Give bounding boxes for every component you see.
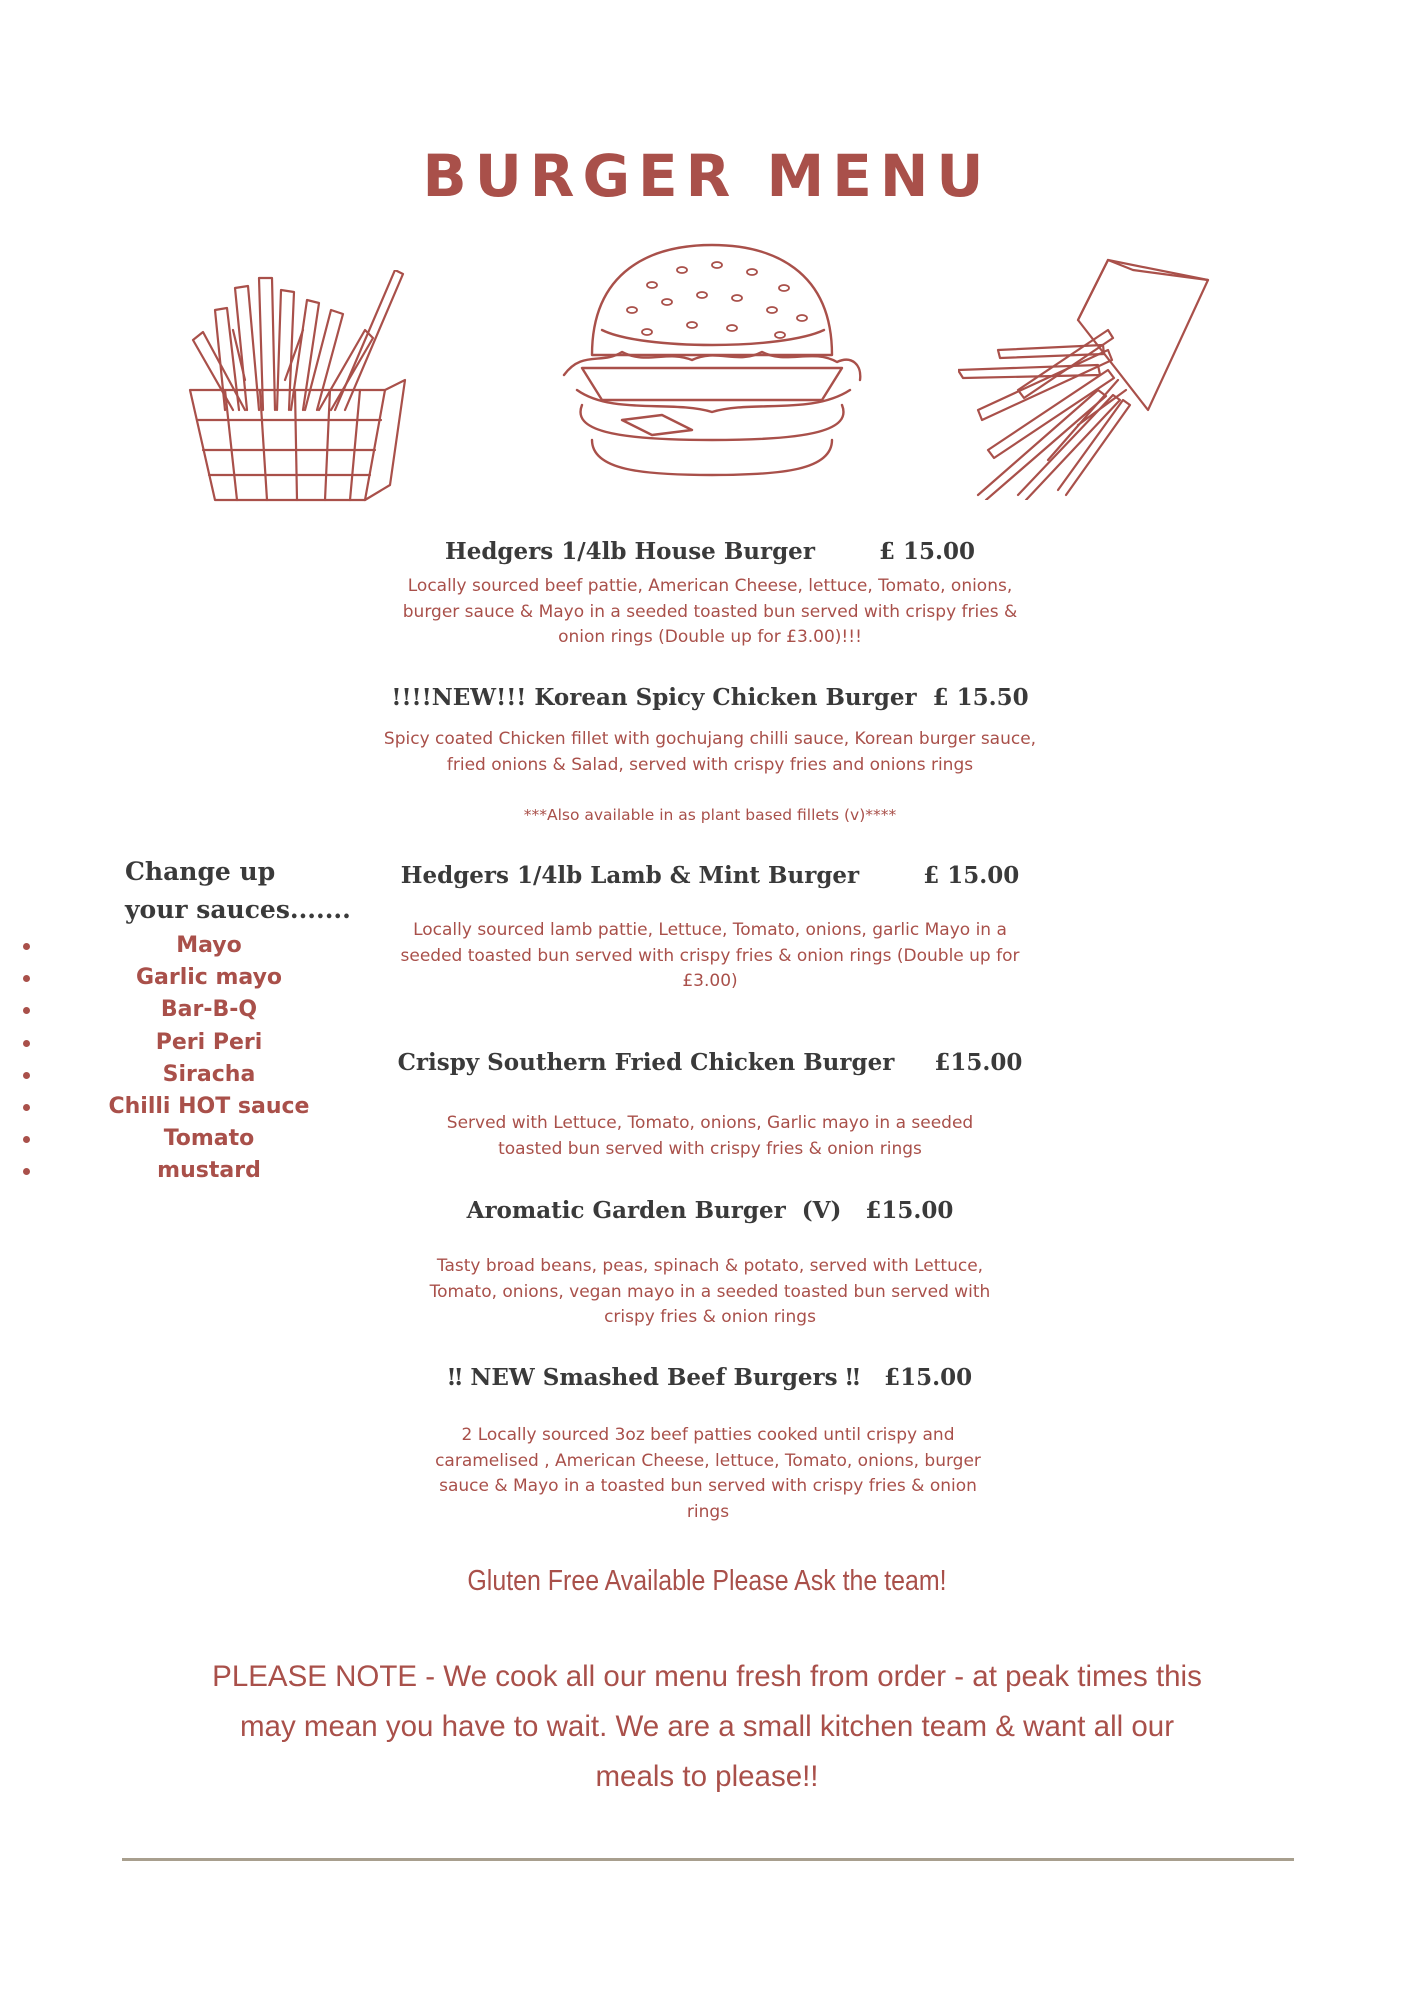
menu-item-description: Served with Lettuce, Tomato, onions, Garlic mayo in a seeded toasted bun served with crispy fries & onion rings xyxy=(446,1113,974,1159)
menu-item-description: Tasty broad beans, peas, spinach & potato, served with Lettuce, Tomato, onions, vegan mayo in a seeded toasted bun served with crispy fries & onion rings xyxy=(429,1256,991,1327)
bullet-icon xyxy=(23,1007,30,1014)
bullet-icon xyxy=(23,1040,30,1047)
kitchen-note: PLEASE NOTE - We cook all our menu fresh from order - at peak times this may mean you have to wait. We are a small kitchen team & want all our meals to please!! xyxy=(212,1660,1202,1793)
bullet-icon xyxy=(23,1168,30,1175)
menu-item-name: Hedgers 1/4lb House Burger £ 15.00 xyxy=(444,538,976,565)
menu-item-note: ***Also available in as plant based fillets (v)**** xyxy=(523,806,897,824)
sauce-list xyxy=(0,930,420,1188)
sauce-item: Garlic mayo xyxy=(0,962,418,994)
sauce-item: Chilli HOT sauce xyxy=(0,1091,418,1123)
menu-item-description: 2 Locally sourced 3oz beef patties cooked until crispy and caramelised , American Cheese, lettuce, Tomato, onions, burger sauce & Mayo in a toasted bun served with crispy fries & onion rings xyxy=(435,1425,981,1522)
divider xyxy=(122,1858,1294,1861)
menu-item-name: Crispy Southern Fried Chicken Burger £15.00 xyxy=(397,1049,1023,1076)
bullet-icon xyxy=(23,975,30,982)
bullet-icon xyxy=(23,1136,30,1143)
page-title: BURGER MENU xyxy=(422,142,992,210)
sauces-heading-line1: Change up xyxy=(125,857,276,886)
menu-item-name: !!!!NEW!!! Korean Spicy Chicken Burger £ 15.50 xyxy=(391,684,1029,711)
fries-cone-icon xyxy=(958,250,1218,500)
menu-item-name: ‼ NEW Smashed Beef Burgers ‼ £15.00 xyxy=(447,1364,973,1391)
fries-basket-icon xyxy=(185,270,410,505)
sauce-item: mustard xyxy=(0,1155,418,1187)
menu-item-description: Locally sourced beef pattie, American Cheese, lettuce, Tomato, onions, burger sauce & Mayo in a seeded toasted bun served with crispy fries & onion rings (Double up for £3.00)!!! xyxy=(402,576,1018,647)
menu-item-name: Aromatic Garden Burger (V) £15.00 xyxy=(466,1197,954,1224)
sauces-heading xyxy=(125,853,351,929)
sauce-item: Bar-B-Q xyxy=(0,994,418,1026)
sauce-item: Tomato xyxy=(0,1123,418,1155)
bullet-icon xyxy=(23,943,30,950)
sauces-heading-line2: your sauces....... xyxy=(125,895,351,924)
bullet-icon xyxy=(23,1104,30,1111)
sauce-item: Peri Peri xyxy=(0,1027,418,1059)
menu-item-description: Spicy coated Chicken fillet with gochujang chilli sauce, Korean burger sauce, fried onions & Salad, served with crispy fries and onions rings xyxy=(383,729,1037,775)
menu-item-description: Locally sourced lamb pattie, Lettuce, Tomato, onions, garlic Mayo in a seeded toasted bun served with crispy fries & onion rings (Double up for £3.00) xyxy=(400,920,1020,991)
burger-icon xyxy=(552,240,872,480)
menu-item-name: Hedgers 1/4lb Lamb & Mint Burger £ 15.00 xyxy=(400,862,1020,889)
bullet-icon xyxy=(23,1072,30,1079)
sauce-item: Siracha xyxy=(0,1059,418,1091)
sauce-item: Mayo xyxy=(0,930,418,962)
gluten-free-notice: Gluten Free Available Please Ask the team! xyxy=(467,1565,947,1597)
